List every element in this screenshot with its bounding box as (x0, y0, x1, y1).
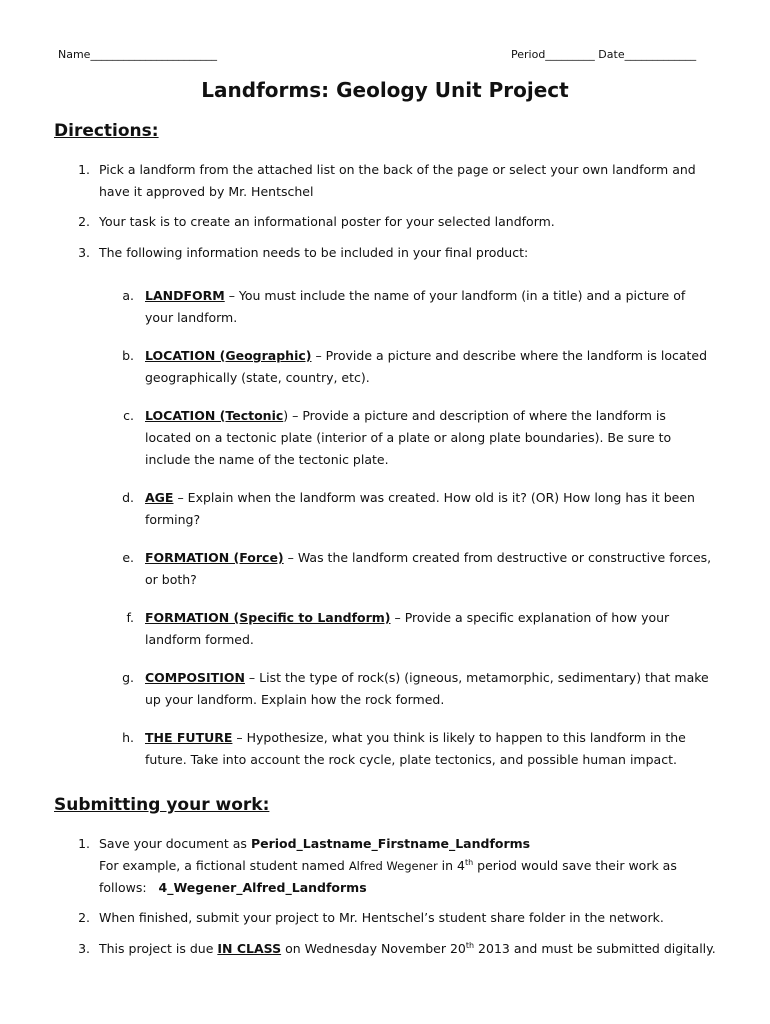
step-number: 2. (78, 214, 90, 229)
requirement-term: LOCATION (Tectonic (145, 408, 284, 423)
requirement-letter: a. (122, 288, 134, 303)
step-number: 3. (78, 245, 90, 260)
step-number: 2. (78, 910, 90, 925)
step-text: Your task is to create an informational poster for your selected landform. (99, 214, 555, 229)
step-number: 1. (78, 836, 90, 851)
requirement-text: – Provide a picture and describe where the landform is located geographically (state, country, etc). (145, 348, 708, 385)
period-date-field: Period_________ Date_____________ (511, 48, 697, 61)
step-number: 1. (78, 162, 90, 177)
requirement-text: – You must include the name of your landform (in a title) and a picture of your landform. (145, 288, 686, 325)
requirement-text: – Hypothesize, what you think is likely to happen to this landform in the future. Take into account the rock cycle, plate tectonics, and possible human impact. (145, 730, 686, 767)
requirement-letter: h. (122, 730, 134, 745)
filename-format: Period_Lastname_Firstname_Landforms (250, 836, 531, 851)
step-number: 3. (78, 941, 90, 956)
requirement-letter: f. (126, 610, 134, 625)
requirement-text: ) – Provide a picture and description of where the landform is located on a tectonic plate (interior of a plate or along plate boundaries). Be sure to include the name of the tectonic plate. (145, 408, 672, 467)
step-text: Pick a landform from the attached list on the back of the page or select your own landform and have it approved by Mr. Hentschel (99, 162, 696, 199)
submitting-heading: Submitting your work: (54, 795, 270, 815)
page-title: Landforms: Geology Unit Project (201, 78, 569, 102)
requirement-text: – Explain when the landform was created. How old is it? (OR) How long has it been forming? (145, 490, 695, 527)
directions-heading: Directions: (54, 121, 159, 141)
step-text: When finished, submit your project to Mr. Hentschel’s student share folder in the network. (99, 910, 664, 925)
requirement-letter: d. (122, 490, 134, 505)
example-filename: 4_Wegener_Alfred_Landforms (158, 880, 367, 895)
requirement-term: COMPOSITION (145, 670, 245, 685)
requirement-term: FORMATION (Force) (145, 550, 284, 565)
requirement-term: AGE (145, 490, 174, 505)
requirement-letter: c. (123, 408, 134, 423)
requirement-term: LANDFORM (145, 288, 225, 303)
requirement-term: FORMATION (Specific to Landform) (145, 610, 391, 625)
requirement-text: – Was the landform created from destructive or constructive forces, or both? (145, 550, 712, 587)
requirement-letter: e. (122, 550, 134, 565)
due-in-class: IN CLASS (217, 941, 282, 956)
requirement-term: LOCATION (Geographic) (145, 348, 312, 363)
requirement-term: THE FUTURE (145, 730, 233, 745)
requirement-letter: b. (122, 348, 134, 363)
requirement-text: – List the type of rock(s) (igneous, metamorphic, sedimentary) that make up your landform. Explain how the rock formed. (145, 670, 709, 707)
requirement-text: – Provide a specific explanation of how your landform formed. (145, 610, 670, 647)
name-field: Name_______________________ (58, 48, 217, 61)
requirement-letter: g. (122, 670, 134, 685)
step-text: The following information needs to be included in your final product: (99, 245, 529, 260)
example-student-name: Alfred Wegener (348, 859, 438, 873)
worksheet-page: Name_______________________ Period_________ Date_____________ Landforms: Geology Unit Project Directions: 1. Pick a landform from the attached list on the back of the page or select your own landform and have it approved by Mr. Hentschel 2. Your task is to create an informational poster for your selected landform. 3. The following information needs to be included in your final product: a. LANDFORM – You must include the name of your landform (in a title) and a picture of your landform. b. LOCATION (Geographic) – Provide a picture and describe where the landform is located geographically (state, country, etc). c. LOCATION (Tectonic) – Provide a picture and description of where the landform is located on a tectonic plate (interior of a plate or along plate boundaries). Be sure to include the name of the tectonic plate. d. AGE – Explain when the landform was created. How old is it? (OR) How long has it been forming? e. FORMATION (Force) – Was the landform created from destructive or constructive forces, or both? f. FORMATION (Specific to Landform) – Provide a specific explanation of how your landform formed. g. COMPOSITION – List the type of rock(s) (igneous, metamorphic, sedimentary) that make up your landform. Explain how the rock formed. h. THE FUTURE – Hypothesize, what you think is likely to happen to this landform in the future. Take into account the rock cycle, plate tectonics, and possible human impact. Submitting your work: 1. Save your document as Period_Lastname_Firstname_Landforms For example, a fictional student named Alfred Wegener in 4th period would save their work as follows: 4_Wegener_Alfred_Landforms 2. When finished, submit your project to Mr. Hentschel’s student share folder in the network. 3. This project is due IN CLASS on Wednesday November 20th 2013 and must be submitted digitally. (0, 0, 770, 1024)
